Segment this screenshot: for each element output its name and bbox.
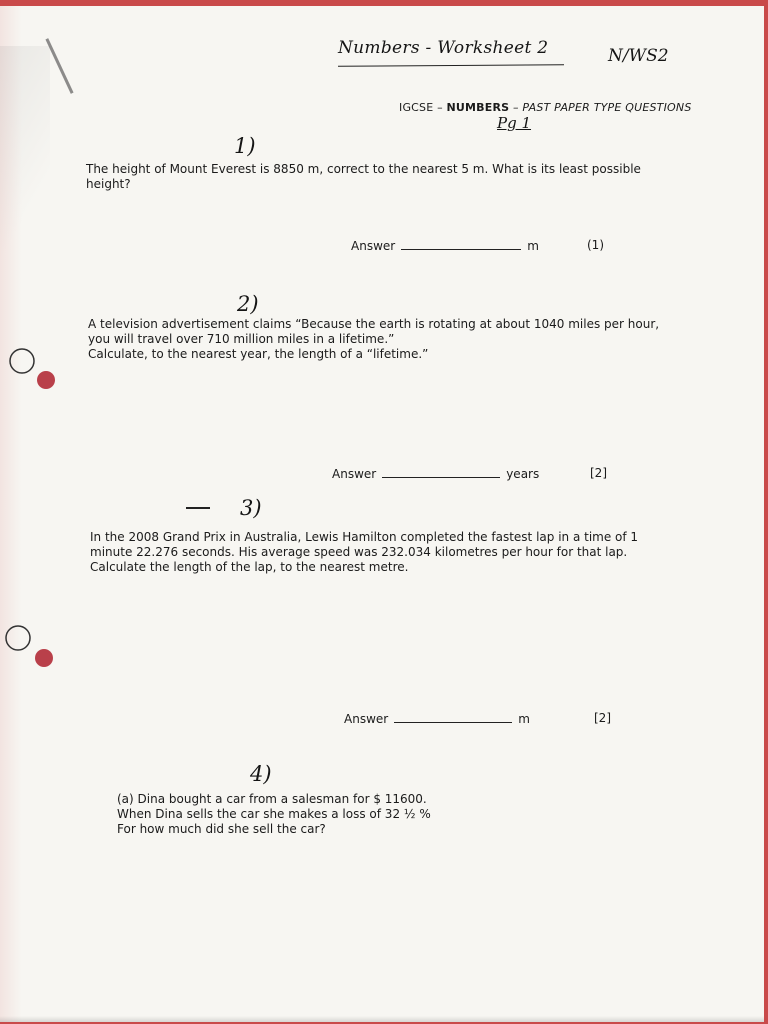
answer-unit: m	[527, 239, 539, 253]
worksheet-title: Numbers - Worksheet 2	[338, 38, 549, 58]
answer-unit: years	[506, 467, 540, 481]
answer-label: Answer	[344, 712, 389, 726]
fold-shadow	[0, 46, 50, 266]
question-3-dash-mark	[186, 507, 210, 509]
page-bottom-shadow	[0, 1016, 764, 1022]
question-3-number: 3)	[240, 496, 262, 520]
answer-label: Answer	[351, 239, 396, 253]
question-4-text: (a) Dina bought a car from a salesman for $ 11600. When Dina sells the car she makes a loss of 32 ½ % For how much did she sell the car?	[117, 792, 431, 836]
answer-label: Answer	[332, 467, 377, 481]
question-3-marks: [2]	[594, 711, 611, 725]
question-2-number: 2)	[237, 292, 259, 316]
page-header	[399, 101, 692, 114]
worksheet-page	[0, 6, 764, 1022]
question-1-number: 1)	[234, 134, 256, 158]
punch-hole-bottom	[0, 622, 56, 672]
header-subject: NUMBERS	[446, 101, 510, 114]
question-1-text: The height of Mount Everest is 8850 m, correct to the nearest 5 m. What is its least possible height?	[86, 162, 641, 191]
question-1-marks: (1)	[587, 238, 604, 252]
question-1-answer-row	[351, 238, 539, 253]
punch-hole-top	[4, 346, 60, 396]
question-2-text: A television advertisement claims “Because the earth is rotating at about 1040 miles per hour, you will travel over 710 million miles in a lifetime.” Calculate, to the nearest year, the length of a “lifetime.”	[88, 317, 660, 361]
question-4-number: 4)	[250, 762, 272, 786]
page-number: Pg 1	[497, 114, 532, 132]
question-2-marks: [2]	[590, 466, 607, 480]
question-3-text: In the 2008 Grand Prix in Australia, Lewis Hamilton completed the fastest lap in a time of 1 minute 22.276 seconds. His average speed was 232.034 kilometres per hour for that lap. Calculate the length of the lap, to the nearest metre.	[90, 530, 639, 574]
answer-line[interactable]	[401, 238, 521, 250]
worksheet-code: N/WS2	[608, 46, 669, 66]
header-suffix: – PAST PAPER TYPE QUESTIONS	[512, 101, 692, 114]
question-2-answer-row	[332, 466, 539, 481]
header-prefix: IGCSE –	[399, 101, 443, 114]
question-3-answer-row	[344, 711, 530, 726]
answer-line[interactable]	[382, 466, 500, 478]
answer-unit: m	[518, 712, 530, 726]
answer-line[interactable]	[394, 711, 512, 723]
title-underline	[338, 64, 564, 67]
